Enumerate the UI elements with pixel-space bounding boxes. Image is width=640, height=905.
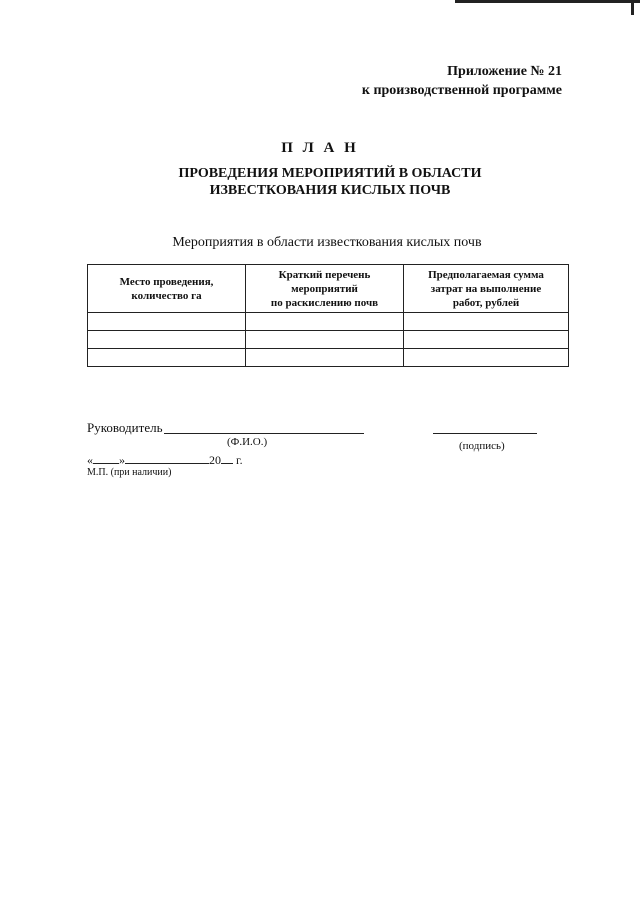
table-cell (246, 313, 404, 331)
manager-label: Руководитель (87, 420, 163, 435)
year-blank (221, 452, 233, 464)
table-row (88, 349, 569, 367)
column-header-measures: Краткий перечень мероприятий по раскислению почв (246, 265, 404, 313)
measures-table (87, 264, 569, 367)
table-row (88, 313, 569, 331)
table-cell (404, 331, 569, 349)
table-cell (404, 349, 569, 367)
table-cell (404, 313, 569, 331)
appendix-reference: к производственной программе (361, 83, 562, 98)
signature-caption: (подпись) (459, 440, 505, 452)
signature-block (87, 420, 567, 490)
subtitle-line-2: ИЗВЕСТКОВАНИЯ КИСЛЫХ ПОЧВ (209, 183, 451, 198)
column-header-location: Место проведения, количество га (88, 265, 246, 313)
date-quote-close: » (119, 453, 125, 467)
date-line (87, 452, 243, 468)
column-header-cost: Предполагаемая сумма затрат на выполнение работ, рублей (404, 265, 569, 313)
table-cell (88, 331, 246, 349)
table-caption: Мероприятия в области известкования кислых почв (172, 235, 482, 250)
table-header-row (88, 265, 569, 313)
appendix-header (362, 62, 562, 100)
name-line (164, 433, 364, 434)
table-cell (88, 313, 246, 331)
table-cell (246, 349, 404, 367)
plan-subtitle (0, 165, 640, 199)
fio-caption: (Ф.И.О.) (227, 436, 268, 448)
day-blank (93, 452, 119, 464)
month-blank (125, 452, 209, 464)
seal-note: М.П. (при наличии) (87, 467, 172, 478)
table-cell (246, 331, 404, 349)
year-suffix: г. (236, 453, 243, 467)
plan-title: П Л А Н (281, 140, 359, 156)
year-prefix: 20 (209, 453, 221, 467)
table-row (88, 331, 569, 349)
signature-line (433, 433, 537, 434)
table-cell (88, 349, 246, 367)
scan-edge-mark (455, 0, 640, 17)
appendix-number: Приложение № 21 (447, 64, 562, 79)
date-quote-open: « (87, 453, 93, 467)
subtitle-line-1: ПРОВЕДЕНИЯ МЕРОПРИЯТИЙ В ОБЛАСТИ (178, 166, 482, 181)
